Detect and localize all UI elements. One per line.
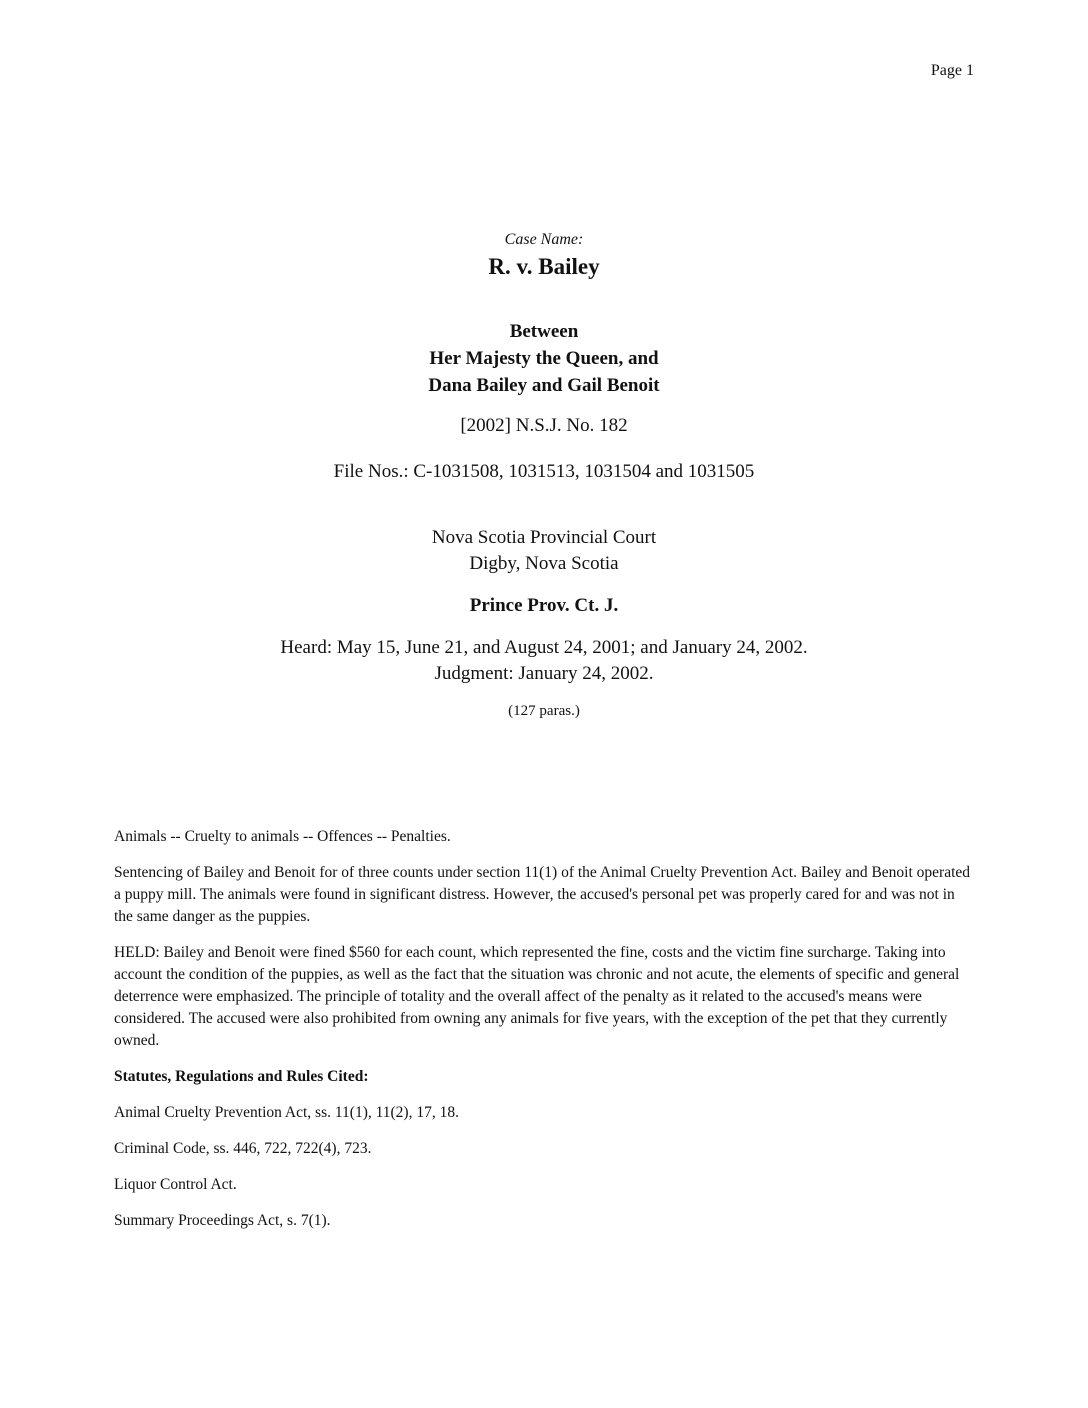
case-header <box>0 230 1088 721</box>
parties-between: Between <box>509 321 579 342</box>
statutes-heading: Statutes, Regulations and Rules Cited: <box>114 1068 369 1085</box>
party-crown: Her Majesty the Queen, and <box>429 348 659 369</box>
hearing-dates-block <box>274 635 814 687</box>
statute-item: Summary Proceedings Act, s. 7(1). <box>114 1212 331 1229</box>
statute-item: Liquor Control Act. <box>114 1176 237 1193</box>
paragraph-count: (127 paras.) <box>508 703 580 719</box>
statute-item: Animal Cruelty Prevention Act, ss. 11(1), 11(2), 17, 18. <box>114 1104 459 1121</box>
citation: [2002] N.S.J. No. 182 <box>460 415 628 436</box>
page-number: Page 1 <box>930 62 974 79</box>
catchwords: Animals -- Cruelty to animals -- Offences -- Penalties. <box>114 828 451 845</box>
court-block <box>0 525 1088 577</box>
court-name: Nova Scotia Provincial Court <box>431 527 657 548</box>
judgment-date: Judgment: January 24, 2002. <box>434 663 654 684</box>
file-numbers: File Nos.: C-1031508, 1031513, 1031504 and 1031505 <box>333 461 755 482</box>
judge-name: Prince Prov. Ct. J. <box>469 595 619 616</box>
held-paragraph: HELD: Bailey and Benoit were fined $560 for each count, which represented the fine, costs and the victim fine surcharge. Taking into account the condition of the puppies, as well as the fact that the situation was chronic and not acute, the elements of specific and general deterrence were emphasized. The principle of totality and the overall affect of the penalty as it related to the accused's means were considered. The accused were also prohibited from owning any animals for five years, with the exception of the pet that they currently owned. <box>114 944 960 1049</box>
summary-paragraph: Sentencing of Bailey and Benoit for of three counts under section 11(1) of the Animal Cruelty Prevention Act. Bailey and Benoit operated a puppy mill. The animals were found in significant distress. However, the accused's personal pet was properly cared for and was not in the same danger as the puppies. <box>114 864 971 925</box>
statute-item: Criminal Code, ss. 446, 722, 722(4), 723. <box>114 1140 372 1157</box>
case-body <box>114 826 974 1246</box>
court-location: Digby, Nova Scotia <box>469 553 619 574</box>
case-name-label: Case Name: <box>504 231 584 248</box>
party-accused: Dana Bailey and Gail Benoit <box>428 375 660 396</box>
parties-block <box>0 318 1088 399</box>
case-title: R. v. Bailey <box>488 254 600 279</box>
heard-dates: Heard: May 15, June 21, and August 24, 2001; and January 24, 2002. <box>280 637 808 658</box>
